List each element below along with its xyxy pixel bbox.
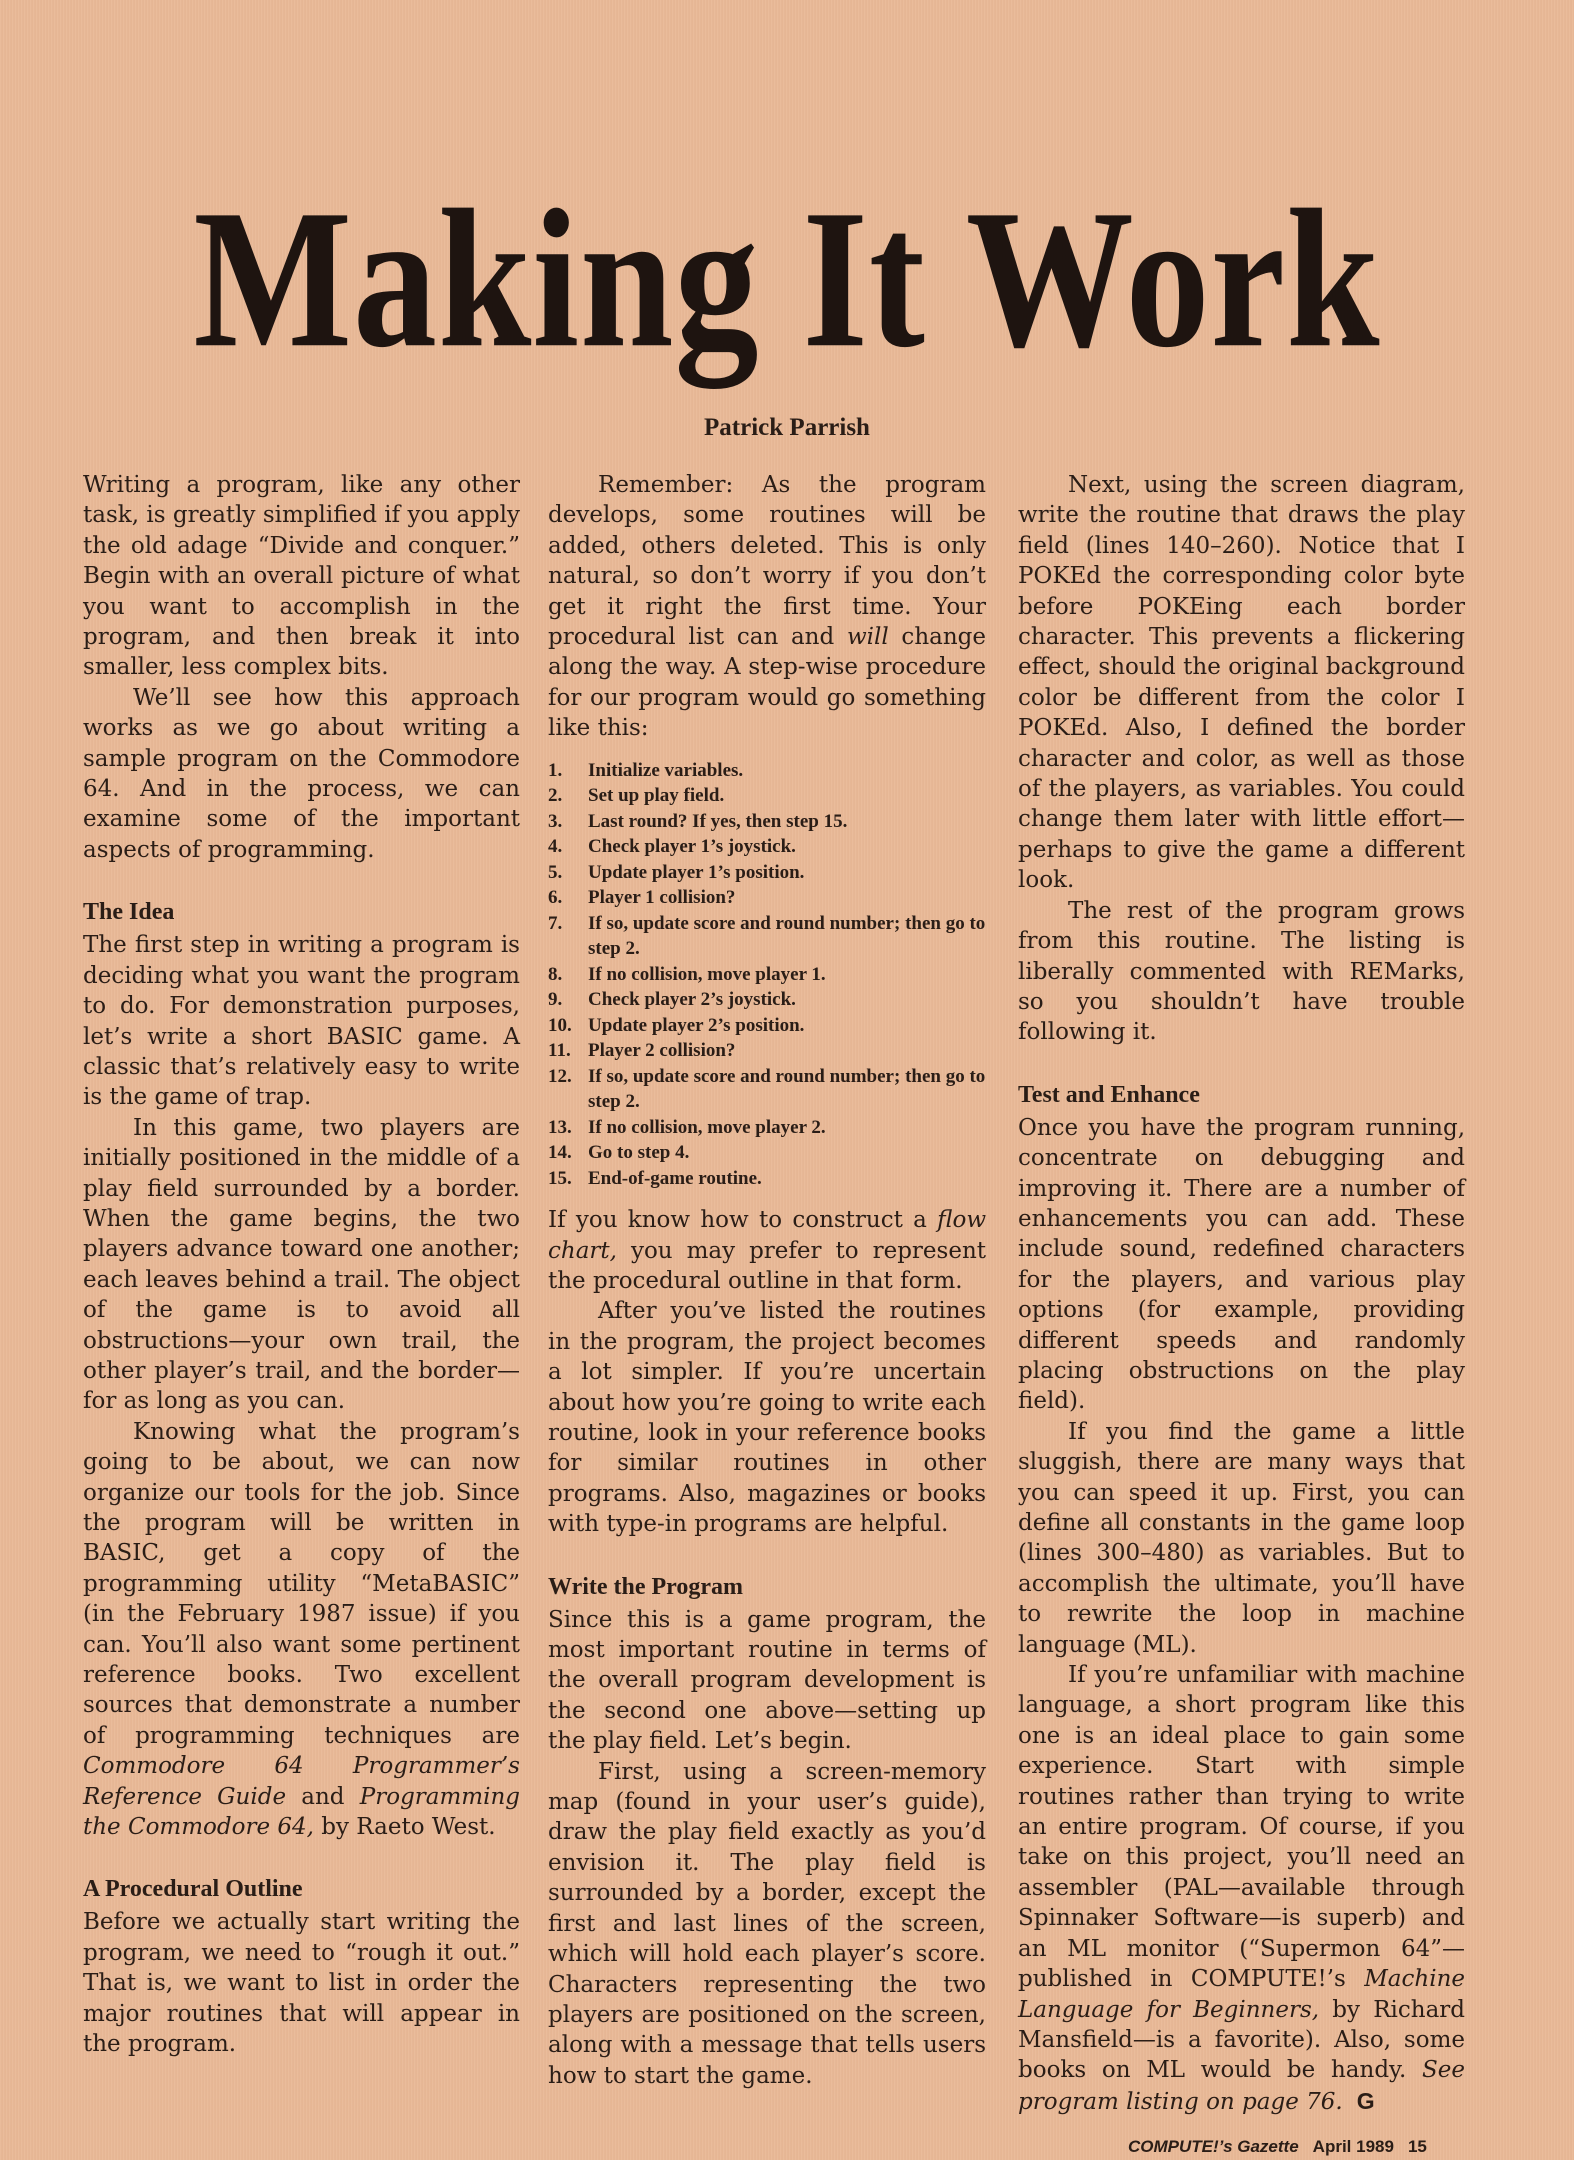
step-text: Player 2 collision? — [588, 1040, 736, 1062]
paragraph: First, using a screen-memory map (found in your user’s guide), draw the play field exactly as you’d envision it. The play field is surrounded by a border, except the first and last lines of the screen, which will hold each player’s score. Characters representing the two players are positioned on the screen, along with a message that tells users how to start the game. — [548, 1758, 986, 2089]
book-title: Commodore 64 Programmer’s Reference Guide — [83, 1753, 520, 1810]
step-text: Initialize variables. — [588, 759, 744, 781]
paragraph: Writing a program, like any other task, is greatly simplified if you apply the old adage “Divide and conquer.” Begin with an overall picture of what you want to accomplish in the program, and then break it into smaller, less complex bits. — [83, 472, 520, 681]
list-item — [548, 834, 986, 860]
list-item — [548, 1166, 986, 1192]
paragraph — [548, 470, 986, 744]
column-1 — [83, 470, 520, 2060]
section-heading: The Idea — [83, 899, 175, 926]
text-run: and — [286, 1783, 360, 1810]
paragraph: Since this is a game program, the most important routine in terms of the overall program development is the second one above—setting up the play field. Let’s begin. — [548, 1606, 986, 1755]
paragraph: Next, using the screen diagram, write the routine that draws the play field (lines 140–260). Notice that I POKEd the corresponding color byte before POKEing each border character. This prevents a flickering effect, should the original background color be different from the color I POKEd. Also, I defined the border character and color, as well as those of the players, as variables. You could change them later with little effort—perhaps to give the game a different look. — [1018, 472, 1465, 894]
column-3 — [1018, 470, 1465, 2117]
step-number: 14. — [548, 1142, 572, 1164]
paragraph: The rest of the program grows from this routine. The listing is liberally commented with REMarks, so you shouldn’t have trouble following it. — [1018, 897, 1465, 1046]
step-text: Set up play field. — [588, 785, 725, 807]
list-item — [548, 962, 986, 988]
emphasis: flow chart, — [548, 1207, 986, 1264]
step-number: 7. — [548, 912, 563, 934]
book-title: Machine Language for Beginners, — [1018, 1966, 1465, 2023]
step-text: Update player 2’s position. — [588, 1014, 805, 1036]
step-text: If no collision, move player 2. — [588, 1116, 826, 1138]
step-number: 3. — [548, 810, 563, 832]
page-footer — [1128, 2137, 1427, 2157]
step-text: Last round? If yes, then step 15. — [588, 810, 848, 832]
article-title: Making It Work — [193, 169, 1381, 389]
list-item — [548, 911, 986, 962]
step-number: 9. — [548, 989, 563, 1011]
list-item — [548, 809, 986, 835]
paragraph: In this game, two players are initially positioned in the middle of a play field surrounded by a border. When the game begins, the two players advance toward one another; each leaves behind a trail. The object of the game is to avoid all obstructions—your own trail, the other player’s trail, and the border—for as long as you can. — [83, 1114, 520, 1415]
step-text: If so, update score and round number; then go to step 2. — [588, 1065, 986, 1113]
author-byline: Patrick Parrish — [704, 414, 870, 441]
paragraph: Once you have the program running, concentrate on debugging and improving it. There are a number of enhancements you can add. These include sound, redefined characters for the players, and various play options (for example, providing different speeds and randomly placing obstructions on the play field). — [1018, 1114, 1465, 1415]
step-number: 8. — [548, 963, 563, 985]
step-text: Update player 1’s position. — [588, 861, 805, 883]
text-run: Remember: As the program develops, some routines will be added, others deleted. This is only natural, so don’t worry if you don’t get it right the first time. Your procedural list can and — [548, 472, 986, 651]
step-number: 11. — [548, 1040, 571, 1062]
paragraph: We’ll see how this approach works as we go about writing a sample program on the Commodore 64. And in the process, we can examine some of the important aspects of programming. — [83, 684, 520, 863]
step-text: End-of-game routine. — [588, 1167, 762, 1189]
section-heading: Test and Enhance — [1018, 1081, 1200, 1108]
step-number: 6. — [548, 887, 563, 909]
step-text: If no collision, move player 1. — [588, 963, 826, 985]
end-of-article-mark: G — [1356, 2087, 1375, 2114]
text-run: you may prefer to represent the procedural outline in that form. — [548, 1237, 986, 1294]
list-item — [548, 1013, 986, 1039]
text-run: by Richard Mansfield—is a favorite). Also, some books on ML would be handy. — [1018, 1996, 1465, 2084]
magazine-name: COMPUTE!’s Gazette — [1128, 2137, 1299, 2156]
text-run: change along the way. A step-wise procedure for our program would go something like this: — [548, 624, 986, 742]
list-item — [548, 1115, 986, 1141]
page-number: 15 — [1407, 2137, 1427, 2156]
step-number: 15. — [548, 1167, 572, 1189]
listing-reference: See program listing on page 76. — [1018, 2057, 1465, 2115]
list-item — [548, 758, 986, 784]
paragraph — [548, 1205, 986, 1296]
text-run: If you know how to construct a — [548, 1207, 938, 1234]
paragraph — [83, 1417, 520, 1843]
procedure-steps-list — [548, 758, 986, 1192]
list-item — [548, 987, 986, 1013]
step-text: Check player 2’s joystick. — [588, 989, 796, 1011]
section-heading: A Procedural Outline — [83, 1876, 303, 1903]
step-number: 13. — [548, 1116, 572, 1138]
list-item — [548, 1140, 986, 1166]
book-title: Programming the Commodore 64, — [83, 1783, 521, 1841]
step-text: If so, update score and round number; then go to step 2. — [588, 912, 986, 960]
list-item — [548, 1038, 986, 1064]
step-text: Check player 1’s joystick. — [588, 836, 796, 858]
step-number: 2. — [548, 785, 563, 807]
text-run: Knowing what the program’s going to be about, we can now organize our tools for the job. Since the program will be written in BASIC, get a copy of the programming utility “MetaBASIC” (in the February 1987 issue) if you can. You’ll also want some pertinent reference books. Two excellent sources that demonstrate a number of programming techniques are — [83, 1418, 520, 1749]
list-item — [548, 860, 986, 886]
step-number: 12. — [548, 1065, 572, 1087]
step-number: 5. — [548, 861, 563, 883]
paragraph: Before we actually start writing the program, we need to “rough it out.” That is, we want to list in order the major routines that will appear in the program. — [83, 1909, 520, 2058]
list-item — [548, 885, 986, 911]
list-item — [548, 783, 986, 809]
step-number: 1. — [548, 759, 563, 781]
text-run: by Raeto West. — [313, 1814, 496, 1841]
text-run: If you’re unfamiliar with machine language, a short program like this one is an ideal place to gain some experience. Start with simple routines rather than trying to write an entire program. Of course, if you take on this project, you’ll need an assembler (PAL—available through Spinnaker Software—is superb) and an ML monitor (“Supermon 64”—published in COMPUTE!’s — [1018, 1662, 1465, 1993]
step-text: Go to step 4. — [588, 1142, 690, 1164]
step-number: 4. — [548, 836, 563, 858]
section-heading: Write the Program — [548, 1573, 744, 1600]
step-text: Player 1 collision? — [588, 887, 736, 909]
list-item — [548, 1064, 986, 1115]
paragraph: If you find the game a little sluggish, there are many ways that you can speed it up. First, you can define all constants in the game loop (lines 300–480) as variables. But to accomplish the ultimate, you’ll have to rewrite the loop in machine language (ML). — [1018, 1418, 1465, 1658]
step-number: 10. — [548, 1014, 572, 1036]
issue-date: April 1989 — [1312, 2137, 1394, 2156]
paragraph: The first step in writing a program is deciding what you want the program to do. For demonstration purposes, let’s write a short BASIC game. A classic that’s relatively easy to write is the game of trap. — [83, 932, 520, 1111]
paragraph: After you’ve listed the routines in the program, the project becomes a lot simpler. If you’re uncertain about how you’re going to write each routine, look in your reference books for similar routines in other programs. Also, magazines or books with type-in programs are helpful. — [548, 1298, 986, 1538]
paragraph — [1018, 1660, 1465, 2117]
column-2 — [548, 470, 986, 2091]
emphasis: will — [846, 624, 889, 651]
